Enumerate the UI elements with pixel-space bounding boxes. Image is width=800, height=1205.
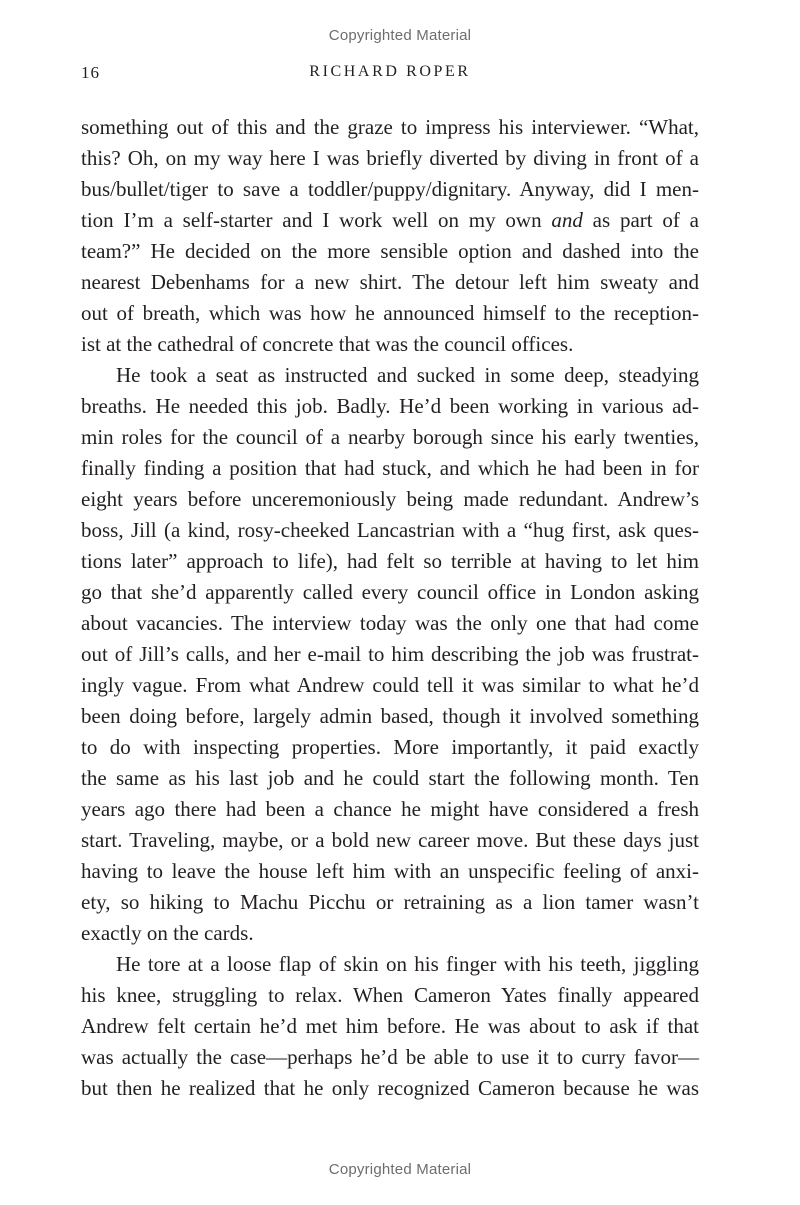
- text-line: out of Jill’s calls, and her e-mail to him describing the job was frustrat-: [81, 642, 699, 666]
- paragraph: [81, 949, 699, 1104]
- text-line: nearest Debenhams for a new shirt. The detour left him sweaty and: [81, 270, 699, 294]
- text-line: having to leave the house left him with an unspecific feeling of anxi-: [81, 859, 699, 883]
- text-line: boss, Jill (a kind, rosy-cheeked Lancastrian with a “hug first, ask ques-: [81, 518, 699, 542]
- text-line: Andrew felt certain he’d met him before. He was about to ask if that: [81, 1014, 699, 1038]
- text-line: eight years before unceremoniously being made redundant. Andrew’s: [81, 487, 699, 511]
- copyright-watermark-bottom: Copyrighted Material: [328, 1161, 472, 1178]
- text-line: tions later” approach to life), had felt so terrible at having to let him: [81, 549, 699, 573]
- text-line: start. Traveling, maybe, or a bold new career move. But these days just: [81, 828, 699, 852]
- text-line: his knee, struggling to relax. When Cameron Yates finally appeared: [81, 983, 699, 1007]
- text-line: to do with inspecting properties. More importantly, it paid exactly: [81, 735, 699, 759]
- text-run: tion I’m a self-starter and I work well on my own: [81, 208, 552, 232]
- text-line: [81, 205, 699, 236]
- paragraph: [81, 360, 699, 949]
- running-title: RICHARD ROPER: [309, 63, 471, 80]
- running-header: [81, 63, 699, 87]
- text-line: but then he realized that he only recognized Cameron because he was: [81, 1076, 699, 1100]
- text-line: about vacancies. The interview today was the only one that had come: [81, 611, 699, 635]
- text-line: ingly vague. From what Andrew could tell it was similar to what he’d: [81, 673, 699, 697]
- text-line: team?” He decided on the more sensible option and dashed into the: [81, 239, 699, 263]
- text-line: out of breath, which was how he announced himself to the reception-: [81, 301, 699, 325]
- text-line: this? Oh, on my way here I was briefly diverted by diving in front of a: [81, 146, 699, 170]
- text-run: as part of a: [582, 208, 699, 232]
- text-line: ist at the cathedral of concrete that was the council offices.: [81, 332, 574, 356]
- body-text: [81, 112, 699, 1104]
- text-line: min roles for the council of a nearby borough since his early twenties,: [81, 425, 699, 449]
- text-line: bus/bullet/tiger to save a toddler/puppy/dignitary. Anyway, did I men-: [81, 177, 699, 201]
- text-line: He took a seat as instructed and sucked in some deep, steadying: [116, 363, 699, 387]
- copyright-watermark-top: Copyrighted Material: [328, 27, 472, 44]
- text-line: finally finding a position that had stuck, and which he had been in for: [81, 456, 699, 480]
- text-line: was actually the case—perhaps he’d be able to use it to curry favor—: [81, 1045, 699, 1069]
- text-line: something out of this and the graze to impress his interviewer. “What,: [81, 115, 699, 139]
- text-line: ety, so hiking to Machu Picchu or retraining as a lion tamer wasn’t: [81, 890, 699, 914]
- text-line: breaths. He needed this job. Badly. He’d been working in various ad-: [81, 394, 699, 418]
- paragraph: [81, 112, 699, 360]
- text-line: years ago there had been a chance he might have considered a fresh: [81, 797, 699, 821]
- text-line: been doing before, largely admin based, though it involved something: [81, 704, 699, 728]
- text-line: go that she’d apparently called every council office in London asking: [81, 580, 699, 604]
- emphasis-text: and: [551, 208, 583, 232]
- text-line: He tore at a loose flap of skin on his finger with his teeth, jiggling: [116, 952, 699, 976]
- text-line: the same as his last job and he could start the following month. Ten: [81, 766, 699, 790]
- text-line: exactly on the cards.: [81, 921, 254, 945]
- page-number: 16: [81, 63, 100, 82]
